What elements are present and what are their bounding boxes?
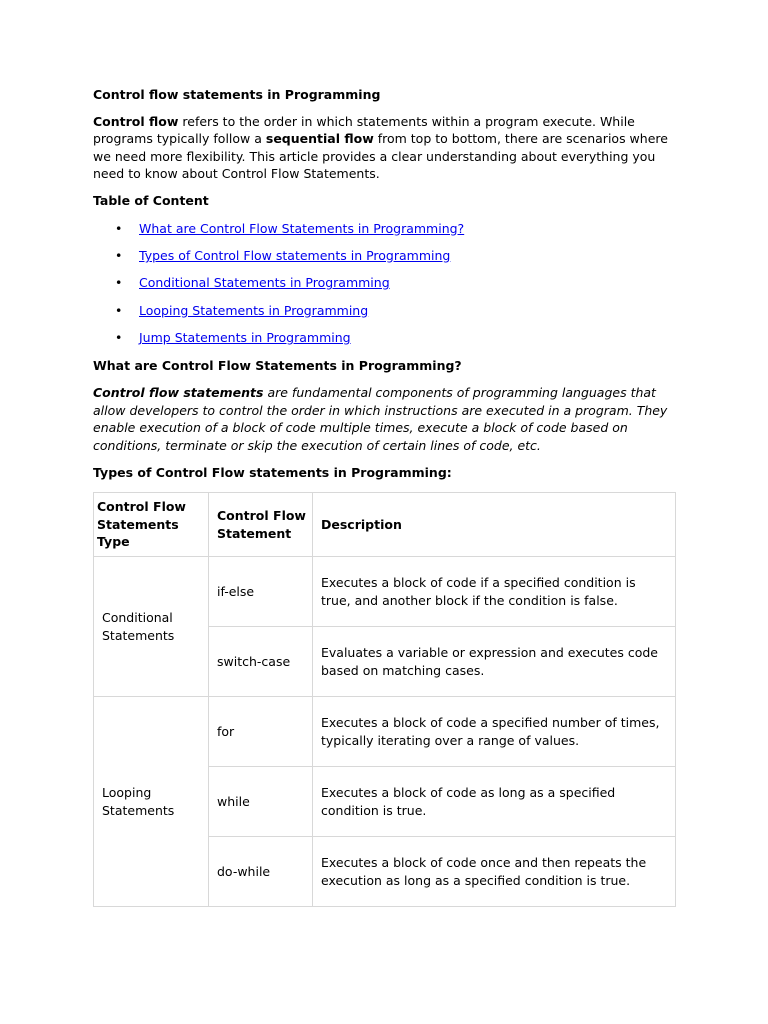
table-cell-statement: for (209, 697, 313, 767)
intro-bold-control-flow: Control flow (93, 113, 179, 129)
bullet-icon: • (115, 330, 123, 346)
bullet-icon: • (115, 247, 123, 263)
table-cell-description: Executes a block of code as long as a specified condition is true. (313, 767, 676, 837)
toc-link-conditional[interactable]: Conditional Statements in Programming (139, 275, 390, 291)
table-cell-statement: do-while (209, 837, 313, 907)
table-cell-description: Executes a block of code a specified number of times, typically iterating over a range of values. (313, 697, 676, 767)
section-heading-what-are: What are Control Flow Statements in Programming? (93, 357, 462, 373)
toc-item (93, 329, 678, 347)
paragraph-text: are fundamental components of programming languages that allow developers to control the order in which instructions are executed in a program. They enable execution of a block of code multiple times, execute a block of code based on conditions, terminate or skip the execution of certain lines of code, etc. (93, 385, 668, 453)
intro-bold-sequential-flow: sequential flow (265, 131, 374, 147)
table-header-row (94, 493, 676, 557)
toc-link-looping[interactable]: Looping Statements in Programming (139, 302, 369, 318)
table-cell-description: Evaluates a variable or expression and executes code based on matching cases. (313, 627, 676, 697)
section-heading-types: Types of Control Flow statements in Programming: (93, 465, 452, 481)
document-content (93, 86, 678, 907)
toc-heading: Table of Content (93, 192, 209, 208)
toc-item (93, 302, 678, 320)
intro-text-2: from top to bottom, there are scenarios where we need more flexibility. This article provides a clear understanding about everything you need to know about Control Flow Statements. (93, 131, 668, 182)
table-cell-type-looping: Looping Statements (94, 697, 209, 907)
toc-link-what-are[interactable]: What are Control Flow Statements in Programming? (139, 220, 465, 236)
control-flow-table (93, 492, 676, 907)
table-cell-statement: while (209, 767, 313, 837)
table-cell-type-conditional: Conditional Statements (94, 557, 209, 697)
section-paragraph-what-are (93, 384, 678, 454)
table-header-type: Control Flow Statements Type (94, 493, 209, 557)
intro-text-1: refers to the order in which statements within a program execute. While programs typically follow a (93, 113, 635, 147)
table-cell-statement: switch-case (209, 627, 313, 697)
table-row (94, 697, 676, 767)
table-cell-description: Executes a block of code if a specified condition is true, and another block if the condition is false. (313, 557, 676, 627)
table-header-statement: Control Flow Statement (209, 493, 313, 557)
bullet-icon: • (115, 275, 123, 291)
bullet-icon: • (115, 302, 123, 318)
bullet-icon: • (115, 220, 123, 236)
table-of-contents (93, 220, 678, 347)
toc-item (93, 274, 678, 292)
toc-item (93, 220, 678, 238)
document-title: Control flow statements in Programming (93, 87, 381, 102)
intro-paragraph (93, 113, 678, 183)
table-row (94, 557, 676, 627)
table-cell-description: Executes a block of code once and then repeats the execution as long as a specified condition is true. (313, 837, 676, 907)
toc-link-jump[interactable]: Jump Statements in Programming (139, 330, 351, 346)
toc-item (93, 247, 678, 265)
table-header-description: Description (313, 493, 676, 557)
toc-link-types[interactable]: Types of Control Flow statements in Programming (139, 247, 451, 263)
paragraph-bold-term: Control flow statements (93, 385, 264, 401)
table-cell-statement: if-else (209, 557, 313, 627)
